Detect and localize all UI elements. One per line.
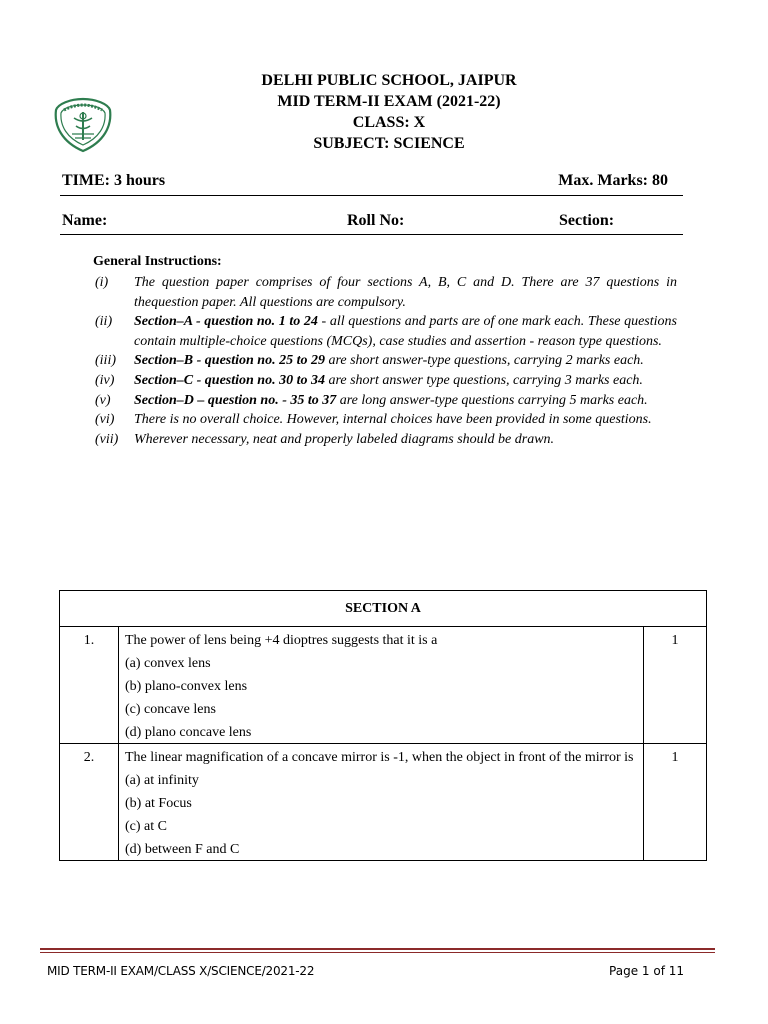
- exam-header: [0, 70, 768, 154]
- question-row: [60, 627, 707, 744]
- question-text: The linear magnification of a concave mirror is -1, when the object in front of the mirror is: [125, 750, 634, 765]
- instruction-text: Wherever necessary, neat and properly labeled diagrams should be drawn.: [134, 431, 555, 447]
- instruction-bold: Section–D – question no. - 35 to 37: [134, 392, 337, 408]
- option-c: (c) concave lens: [125, 702, 216, 717]
- instruction-item: [95, 312, 677, 351]
- option-d: (d) between F and C: [125, 842, 240, 857]
- question-number: 2.: [60, 744, 119, 861]
- instruction-text: are short answer-type questions, carrying 2 marks each.: [324, 353, 644, 369]
- option-b: (b) plano-convex lens: [125, 679, 248, 694]
- instructions-list: [95, 273, 677, 449]
- section-label: Section:: [559, 212, 615, 229]
- instruction-item: [95, 430, 677, 450]
- roll-no-label: Roll No:: [347, 212, 405, 229]
- instruction-bold: Section–B - question no. 25 to 29: [134, 353, 325, 369]
- instruction-number: (iv): [95, 372, 115, 388]
- exam-title: MID TERM-II EXAM (2021-22): [277, 93, 501, 110]
- question-marks: 1: [644, 744, 707, 861]
- instruction-number: (vi): [95, 412, 115, 428]
- instruction-number: (iii): [95, 353, 116, 369]
- instruction-number: (ii): [95, 314, 113, 330]
- page-number: Page 1 of 11: [609, 964, 684, 978]
- question-body: [119, 744, 644, 861]
- instruction-bold: Section–A - question no. 1 to 24: [134, 314, 318, 330]
- instruction-text: are short answer type questions, carrying 3 marks each.: [324, 372, 643, 388]
- option-c: (c) at C: [125, 819, 167, 834]
- instructions-title: General Instructions:: [93, 254, 222, 269]
- option-d: (d) plano concave lens: [125, 725, 252, 740]
- max-marks-label: Max. Marks: 80: [558, 172, 668, 189]
- instruction-number: (v): [95, 392, 111, 408]
- section-a-table: [59, 590, 707, 861]
- option-b: (b) at Focus: [125, 796, 192, 811]
- footer-divider: [40, 948, 715, 953]
- option-a: (a) at infinity: [125, 773, 199, 788]
- option-a: (a) convex lens: [125, 656, 211, 671]
- instruction-text: The question paper comprises of four sections A, B, C and D. There are 37 questions in thequestion paper. All questions are compulsory.: [134, 275, 677, 310]
- instruction-bold: Section–C - question no. 30 to 34: [134, 372, 325, 388]
- instruction-item: [95, 273, 677, 312]
- instruction-number: (vii): [95, 431, 119, 447]
- instruction-item: [95, 410, 677, 430]
- divider-line: [60, 234, 683, 235]
- section-a-heading: SECTION A: [60, 591, 707, 627]
- class-label: CLASS: X: [352, 114, 426, 131]
- divider-line: [60, 195, 683, 196]
- subject-label: SUBJECT: SCIENCE: [313, 135, 465, 152]
- footer-exam-code: MID TERM-II EXAM/CLASS X/SCIENCE/2021-22: [47, 964, 315, 978]
- name-label: Name:: [62, 212, 108, 229]
- instruction-item: [95, 391, 677, 411]
- time-label: TIME: 3 hours: [62, 172, 166, 189]
- question-text: The power of lens being +4 dioptres suggests that it is a: [125, 633, 438, 648]
- question-row: [60, 744, 707, 861]
- instruction-item: [95, 351, 677, 371]
- instruction-number: (i): [95, 275, 109, 290]
- instruction-text: are long answer-type questions carrying 5 marks each.: [336, 392, 648, 408]
- instruction-text: - all questions and parts are of one mark each. These questions contain multiple-choice questions (MCQs), case studies and assertion - reason type questions.: [134, 314, 677, 349]
- question-body: [119, 627, 644, 744]
- instruction-item: [95, 371, 677, 391]
- instruction-text: There is no overall choice. However, internal choices have been provided in some questions.: [134, 412, 652, 428]
- school-name: DELHI PUBLIC SCHOOL, JAIPUR: [261, 72, 517, 89]
- question-number: 1.: [60, 627, 119, 744]
- question-marks: 1: [644, 627, 707, 744]
